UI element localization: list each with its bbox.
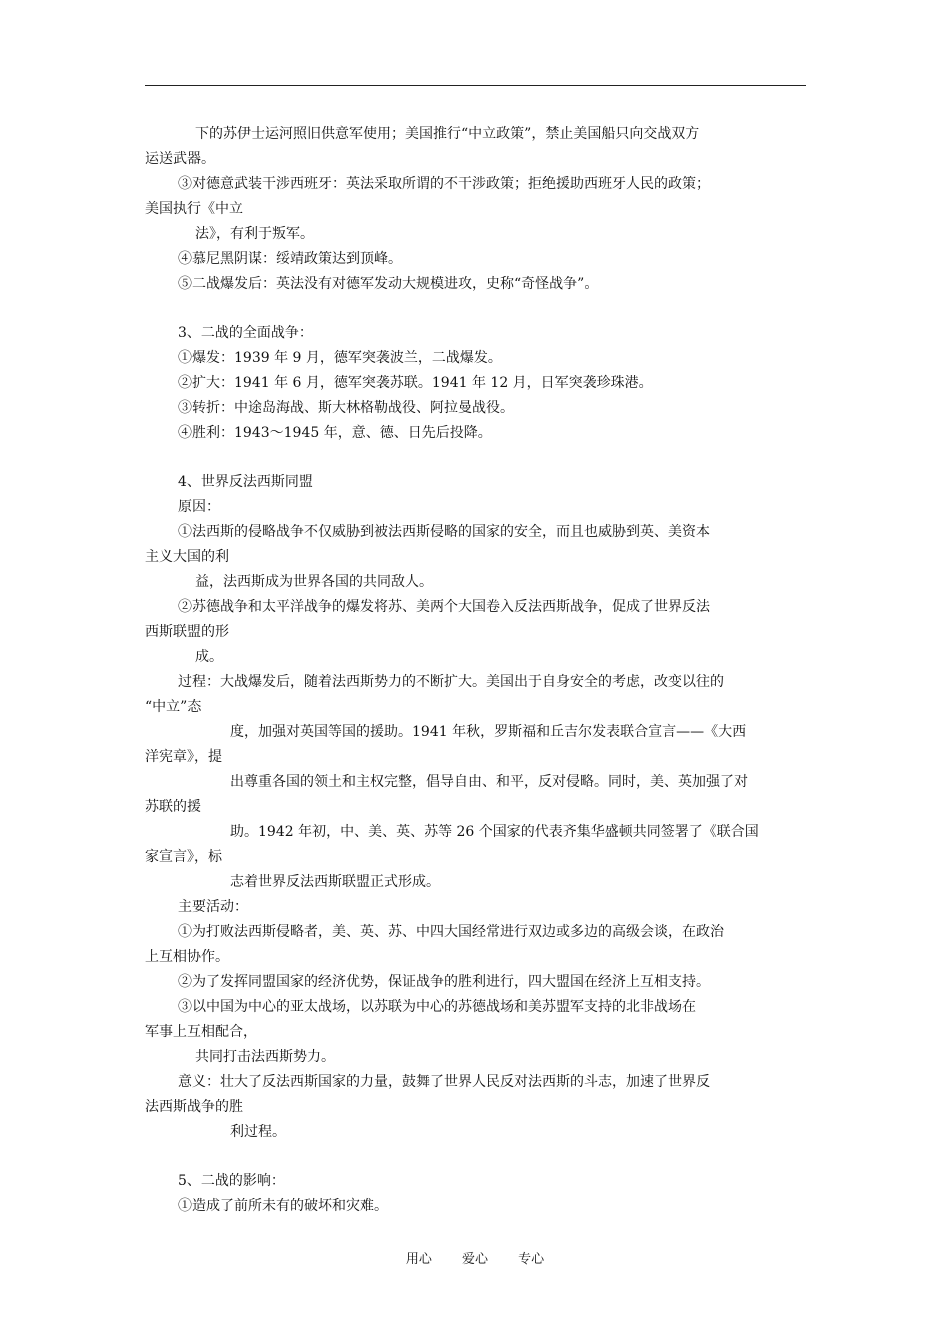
text-line: ①为打败法西斯侵略者，美、英、苏、中四大国经常进行双边或多边的高级会谈，在政治 <box>178 924 724 940</box>
text-line: 益，法西斯成为世界各国的共同敌人。 <box>195 574 433 590</box>
text-line: ③以中国为中心的亚太战场，以苏联为中心的苏德战场和美苏盟军支持的北非战场在 <box>178 999 696 1015</box>
section-heading: 4、世界反法西斯同盟 <box>178 474 313 490</box>
document-body <box>145 122 806 1219</box>
text-line: 出尊重各国的领土和主权完整，倡导自由、和平，反对侵略。同时，美、英加强了对 <box>230 774 748 790</box>
text-line: ①法西斯的侵略战争不仅威胁到被法西斯侵略的国家的安全，而且也威胁到英、美资本 <box>178 524 710 540</box>
text-line: ④慕尼黑阴谋：绥靖政策达到顶峰。 <box>178 251 402 267</box>
header-rule <box>145 85 806 86</box>
text-line: 志着世界反法西斯联盟正式形成。 <box>230 874 440 890</box>
text-line: 美国执行《中立 <box>145 201 243 217</box>
text-line: ②扩大：1941 年 6 月，德军突袭苏联。1941 年 12 月，日军突袭珍珠港。 <box>178 375 653 391</box>
text-line: 上互相协作。 <box>145 949 229 965</box>
section-heading: 3、二战的全面战争： <box>178 325 313 341</box>
text-line: ④胜利：1943～1945 年，意、德、日先后投降。 <box>178 425 492 441</box>
text-line: 运送武器。 <box>145 151 215 167</box>
text-line: 家宣言》，标 <box>145 849 222 865</box>
text-line: 法》，有利于叛军。 <box>195 226 314 242</box>
text-line: 主义大国的利 <box>145 549 229 565</box>
text-line: ②苏德战争和太平洋战争的爆发将苏、美两个大国卷入反法西斯战争，促成了世界反法 <box>178 599 710 615</box>
page-footer <box>0 1248 950 1267</box>
text-line: 西斯联盟的形 <box>145 624 229 640</box>
footer-word: 爱心 <box>461 1252 488 1267</box>
text-line: 苏联的援 <box>145 799 201 815</box>
text-line: ③对德意武装干涉西班牙：英法采取所谓的不干涉政策；拒绝援助西班牙人民的政策； <box>178 176 710 192</box>
text-line: 下的苏伊士运河照旧供意军使用；美国推行“中立政策”，禁止美国船只向交战双方 <box>195 126 700 142</box>
text-line: 度，加强对英国等国的援助。1941 年秋，罗斯福和丘吉尔发表联合宣言——《大西 <box>230 724 747 740</box>
footer-word: 专心 <box>518 1252 545 1267</box>
text-line: 过程：大战爆发后，随着法西斯势力的不断扩大。美国出于自身安全的考虑，改变以往的 <box>178 674 724 690</box>
text-line: 助。1942 年初，中、美、英、苏等 26 个国家的代表齐集华盛顿共同签署了《联合国 <box>230 824 759 840</box>
text-line: ⑤二战爆发后：英法没有对德军发动大规模进攻，史称“奇怪战争”。 <box>178 276 599 292</box>
text-line: 共同打击法西斯势力。 <box>195 1049 335 1065</box>
text-line: ①造成了前所未有的破坏和灾难。 <box>178 1198 388 1214</box>
text-line: ①爆发：1939 年 9 月，德军突袭波兰，二战爆发。 <box>178 350 502 366</box>
text-line: 意义：壮大了反法西斯国家的力量，鼓舞了世界人民反对法西斯的斗志，加速了世界反 <box>178 1074 710 1090</box>
text-line: 原因： <box>178 499 220 515</box>
text-line: ②为了发挥同盟国家的经济优势，保证战争的胜利进行，四大盟国在经济上互相支持。 <box>178 974 710 990</box>
text-line: 利过程。 <box>230 1124 286 1140</box>
text-line: 法西斯战争的胜 <box>145 1099 243 1115</box>
text-line: “中立”态 <box>145 699 202 715</box>
text-line: 成。 <box>195 649 223 665</box>
footer-word: 用心 <box>405 1252 432 1267</box>
section-heading: 5、二战的影响： <box>178 1173 285 1189</box>
text-line: 军事上互相配合， <box>145 1024 257 1040</box>
text-line: 主要活动： <box>178 899 248 915</box>
text-line: 洋宪章》，提 <box>145 749 222 765</box>
text-line: ③转折：中途岛海战、斯大林格勒战役、阿拉曼战役。 <box>178 400 514 416</box>
